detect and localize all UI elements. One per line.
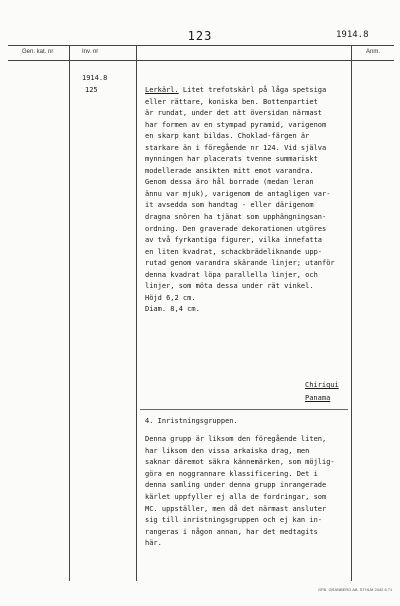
entry-line: dragna snören ha tjänat som upphängningsan- bbox=[145, 213, 327, 222]
entry-line: mynningen har placerats tvenne summariskt bbox=[145, 155, 318, 164]
entry-description bbox=[145, 85, 335, 316]
column-header-gen-kat-nr: Gen. kat. nr bbox=[22, 49, 54, 55]
header-bottom-rule bbox=[8, 60, 394, 61]
page-reference: 1914.8 bbox=[336, 30, 369, 40]
section-line: saknar däremot säkra kännemärken, som möjlig- bbox=[145, 458, 335, 467]
entry-line-text: Litet trefotskärl på låga spetsiga bbox=[178, 86, 327, 94]
entry-year: 1914.8 bbox=[82, 74, 108, 82]
entry-line: ännu var mjuk), varigenom de antagligen var- bbox=[145, 189, 331, 198]
entry-lead-word: Lerkärl. bbox=[145, 86, 179, 94]
column-header-anm: Anm. bbox=[366, 49, 381, 55]
section-separator bbox=[140, 409, 348, 410]
section-title: 4. Inristningsgruppen. bbox=[145, 417, 238, 425]
print-mark: GFB. GRANBERG AB. STHLM 2442 6 71 bbox=[318, 587, 393, 592]
entry-line: it avsedda som handtag - eller därigenom bbox=[145, 201, 314, 210]
entry-line: har formen av en stympad pyramid, varigenom bbox=[145, 120, 327, 129]
entry-diameter: Diam. 8,4 cm. bbox=[145, 305, 200, 314]
entry-line: av två fyrkantiga figurer, vilka innefatta bbox=[145, 236, 323, 245]
provenance-country: Panama bbox=[305, 394, 331, 402]
entry-line: rutad genom varandra skärande linjer; utanför bbox=[145, 259, 335, 268]
section-description bbox=[145, 434, 335, 550]
entry-line: denna kvadrat löpa parallella linjer, och bbox=[145, 270, 318, 279]
section-line: här. bbox=[145, 539, 162, 548]
entry-height: Höjd 6,2 cm. bbox=[145, 293, 196, 302]
entry-line: linjer, som möta dessa under rät vinkel. bbox=[145, 282, 314, 291]
section-line: göra en noggrannare klassificering. Det i bbox=[145, 469, 318, 478]
column-divider-inv-text bbox=[136, 45, 137, 581]
header-top-rule bbox=[8, 45, 394, 46]
section-line: sig till inristningsgruppen och ej kan in- bbox=[145, 516, 323, 525]
section-line: denna samling under denna grupp inrangerade bbox=[145, 481, 327, 490]
entry-line: är rundat, under det att översidan närmast bbox=[145, 109, 323, 118]
entry-inventory-number: 125 bbox=[85, 86, 98, 94]
entry-line: en liten kvadrat, schackbrädeliknande upp- bbox=[145, 247, 323, 256]
provenance-region: Chiriqui bbox=[305, 381, 339, 389]
entry-line: starkare än i föregående nr 124. Vid själva bbox=[145, 143, 327, 152]
column-header-inv-nr: Inv. nr bbox=[82, 49, 99, 55]
section-line: rangeras i någon annan, har det medtagits bbox=[145, 527, 318, 536]
column-divider-gen-inv bbox=[69, 45, 70, 581]
column-divider-text-anm bbox=[351, 45, 352, 581]
section-line: har liksom den vissa arkaiska drag, men bbox=[145, 446, 310, 455]
section-line: Denna grupp är liksom den föregående liten, bbox=[145, 435, 327, 443]
section-line: kärlet uppfyller ej alla de fordringar, som bbox=[145, 492, 327, 501]
entry-line: ordning. Den graverade dekorationen utgöres bbox=[145, 224, 327, 233]
page-number: 123 bbox=[187, 29, 213, 43]
entry-line: modellerade ansikten mitt emot varandra. bbox=[145, 166, 314, 175]
section-line: MC. uppställer, men då det närmast ansluter bbox=[145, 504, 327, 513]
entry-line: Genom dessa äro hål borrade (medan leran bbox=[145, 178, 314, 187]
entry-line bbox=[145, 85, 335, 97]
entry-line: en skarp kant bildas. Choklad-färgen är bbox=[145, 132, 310, 141]
entry-line: eller rättare, koniska ben. Bottenpartiet bbox=[145, 97, 318, 106]
